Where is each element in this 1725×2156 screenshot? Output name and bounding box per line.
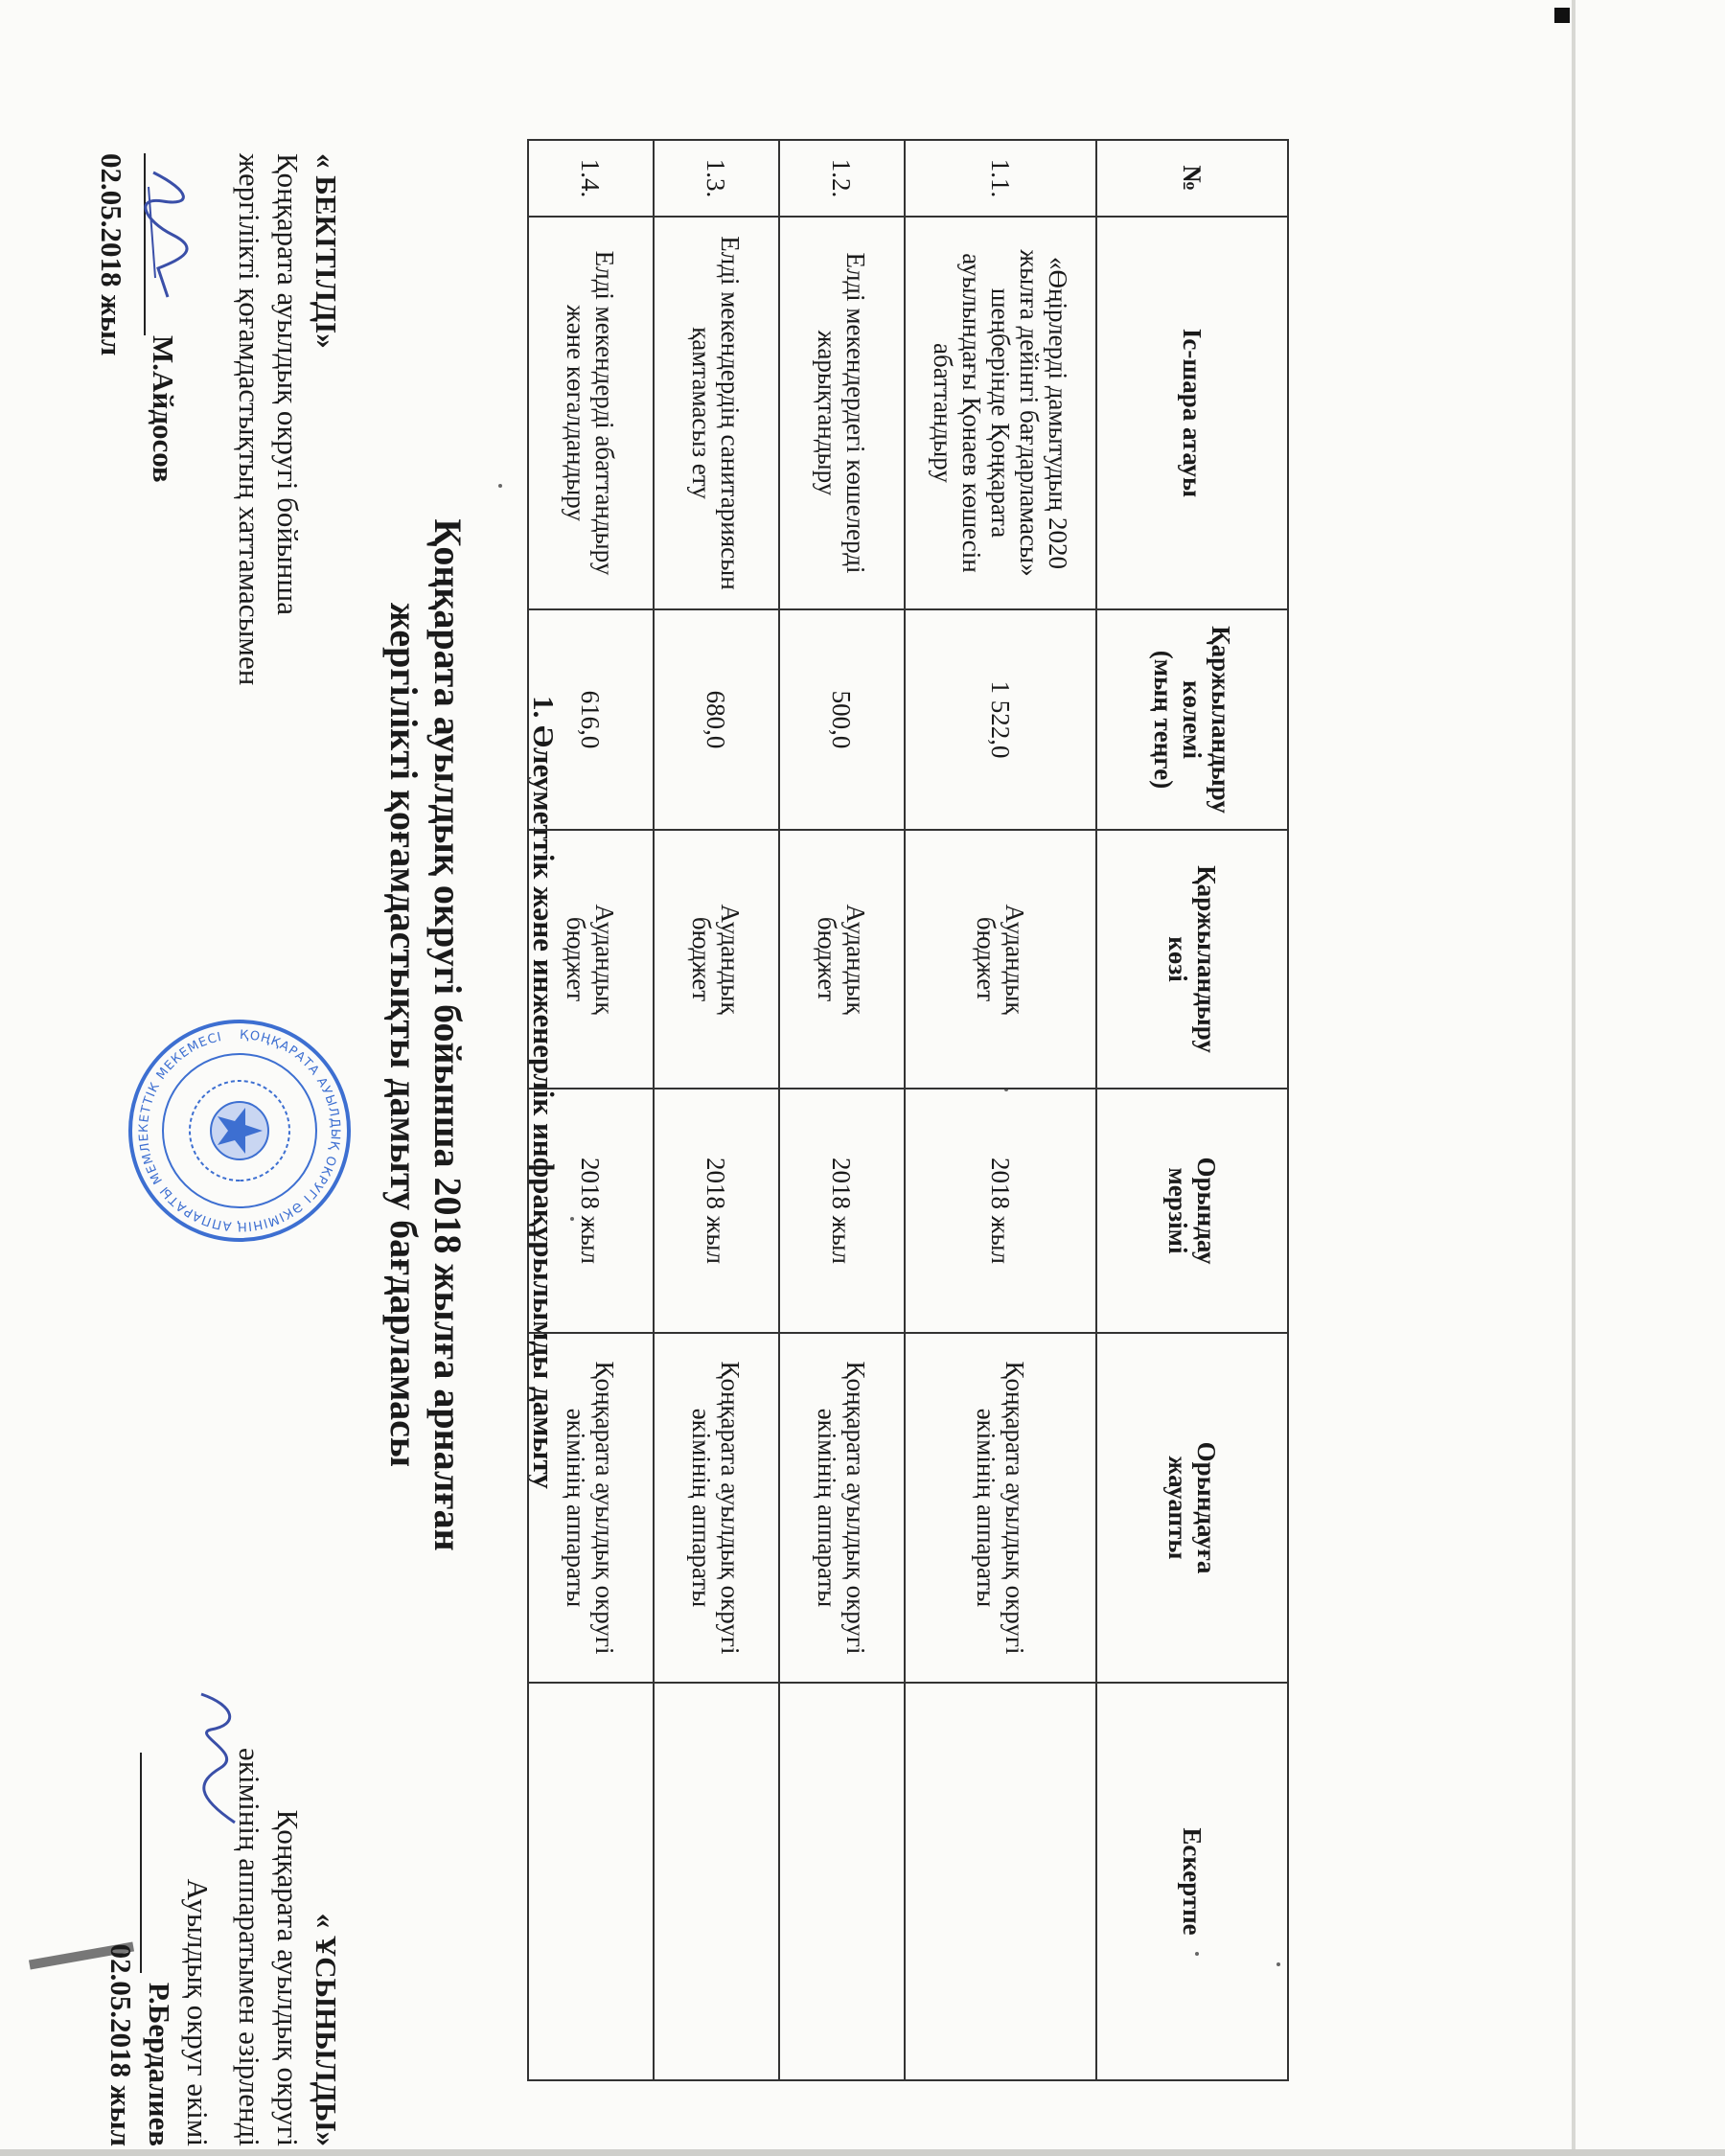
header-text: жауапты: [1163, 1456, 1192, 1560]
cell-note: [905, 1683, 1096, 2080]
cell-funding-source: [528, 830, 654, 1089]
cell-measure-name: «Өңірлерді дамытудың 2020 жылға дейінгі бағдарламасы» шеңберінде Қоңқарата ауылындағы Қонаев көшесін абаттандыру: [905, 217, 1096, 609]
seal-text: ҚОҢҚАРАТА АУЫЛДЫҚ ОКРУГІ ӘКІМІНІҢ АППАРАТЫ МЕМЛЕКЕТТІК МЕКЕМЕСІ: [136, 1027, 343, 1234]
cell-funding-source: [654, 830, 779, 1089]
cell-measure-name: Елді мекендердің санитариясын қамтамасыз ету: [654, 217, 779, 609]
cell-deadline: 2018 жыл: [654, 1089, 779, 1333]
cell-deadline: 2018 жыл: [779, 1089, 905, 1333]
cell-funding-source: [779, 830, 905, 1089]
approval-line: жергілікті қоғамдастықтың хаттамасымен: [233, 153, 266, 686]
header-note: Ескертпе: [1096, 1683, 1288, 2080]
cell-funding-source: [905, 830, 1096, 1089]
signature-blank: [140, 1753, 174, 1973]
header-funding-source: [1096, 830, 1288, 1089]
approval-date: 02.05.2018 жыл: [95, 153, 128, 356]
cell-number: 1.3.: [654, 140, 779, 217]
header-deadline: [1096, 1089, 1288, 1333]
cell-note: [528, 1683, 654, 2080]
cell-text: бюджет: [972, 916, 1000, 1002]
cell-deadline: 2018 жыл: [528, 1089, 654, 1333]
cell-text: Аудандық: [1000, 904, 1029, 1015]
header-text: мерзімі: [1163, 1167, 1192, 1254]
cell-funding-volume: 1 522,0: [905, 609, 1096, 830]
approval-signature: [134, 163, 201, 307]
cell-responsible: Қоңқарата ауылдық округі әкімінің аппараты: [528, 1333, 654, 1683]
cell-deadline: 2018 жыл: [905, 1089, 1096, 1333]
approval-title: « БЕКІТІЛДІ»: [310, 153, 343, 349]
cell-text: бюджет: [813, 916, 842, 1002]
table-row: [654, 140, 779, 2080]
cell-number: 1.4.: [528, 140, 654, 217]
document-title: [381, 364, 470, 1706]
cell-text: Аудандық: [841, 904, 871, 1015]
header-text: Қаржыландыру: [1192, 865, 1221, 1053]
table-row: [528, 140, 654, 2080]
recommendation-signer-name: Р.Бердалиев: [143, 1982, 176, 2146]
header-text: көлемі: [1178, 679, 1207, 760]
header-number: №: [1096, 140, 1288, 217]
official-seal: [125, 1016, 355, 1246]
cell-note: [779, 1683, 905, 2080]
recommendation-line: Қоңқарата ауылдық округі: [271, 1809, 305, 2146]
document-title-line: Қоңқарата ауылдық округі бойынша 2018 жылға арналған: [426, 518, 470, 1551]
header-text: Орындауға: [1192, 1441, 1221, 1574]
recommendation-signature-line: [140, 1610, 178, 2146]
recommendation-date: 02.05.2018 жыл: [104, 1943, 138, 2146]
measures-table: [527, 139, 1289, 2081]
cell-text: Аудандық: [716, 904, 746, 1015]
header-measure-name: Іс-шара атауы: [1096, 217, 1288, 609]
header-text: көзі: [1163, 936, 1192, 982]
cell-responsible: Қоңқарата ауылдық округі әкімінің аппараты: [905, 1333, 1096, 1683]
approval-line: Қоңқарата ауылдық округі бойынша: [271, 153, 305, 616]
recommendation-signature: [187, 1686, 254, 1830]
cell-measure-name: Елді мекендердегі көшелерді жарықтандыру: [779, 217, 905, 609]
recommendation-line: әкімінің аппаратымен әзірленді: [233, 1748, 266, 2146]
cell-number: 1.1.: [905, 140, 1096, 217]
cell-measure-name: Елді мекендерді абаттандыру және көгалдандыру: [528, 217, 654, 609]
section-heading: 1. Әлеуметтік және инженерлік инфрақұрылымды дамыту: [527, 696, 561, 1489]
document-title-line: жергілікті қоғамдастықты дамыту бағдарламасы: [382, 602, 426, 1468]
header-text: Орындау: [1192, 1157, 1221, 1265]
header-text: Қаржыландыру: [1207, 626, 1235, 814]
cell-number: 1.2.: [779, 140, 905, 217]
cell-funding-volume: 616,0: [528, 609, 654, 830]
approval-block: [92, 153, 345, 920]
header-text: (мың теңге): [1149, 650, 1178, 790]
approval-signer-name: М.Айдосов: [147, 335, 180, 483]
cell-text: бюджет: [562, 916, 591, 1002]
cell-funding-volume: 680,0: [654, 609, 779, 830]
cell-note: [654, 1683, 779, 2080]
cell-responsible: Қоңқарата ауылдық округі әкімінің аппараты: [654, 1333, 779, 1683]
cell-text: Аудандық: [590, 904, 620, 1015]
cell-text: бюджет: [687, 916, 717, 1002]
cell-responsible: Қоңқарата ауылдық округі әкімінің аппараты: [779, 1333, 905, 1683]
header-responsible: [1096, 1333, 1288, 1683]
table-row: [779, 140, 905, 2080]
recommendation-line: Ауылдық округ әкімі: [181, 1878, 215, 2146]
header-funding-volume: [1096, 609, 1288, 830]
cell-funding-volume: 500,0: [779, 609, 905, 830]
recommendation-title: « ҰСЫНЫЛДЫ»: [310, 1913, 343, 2146]
table-row: [905, 140, 1096, 2080]
table-header-row: [1096, 140, 1288, 2080]
